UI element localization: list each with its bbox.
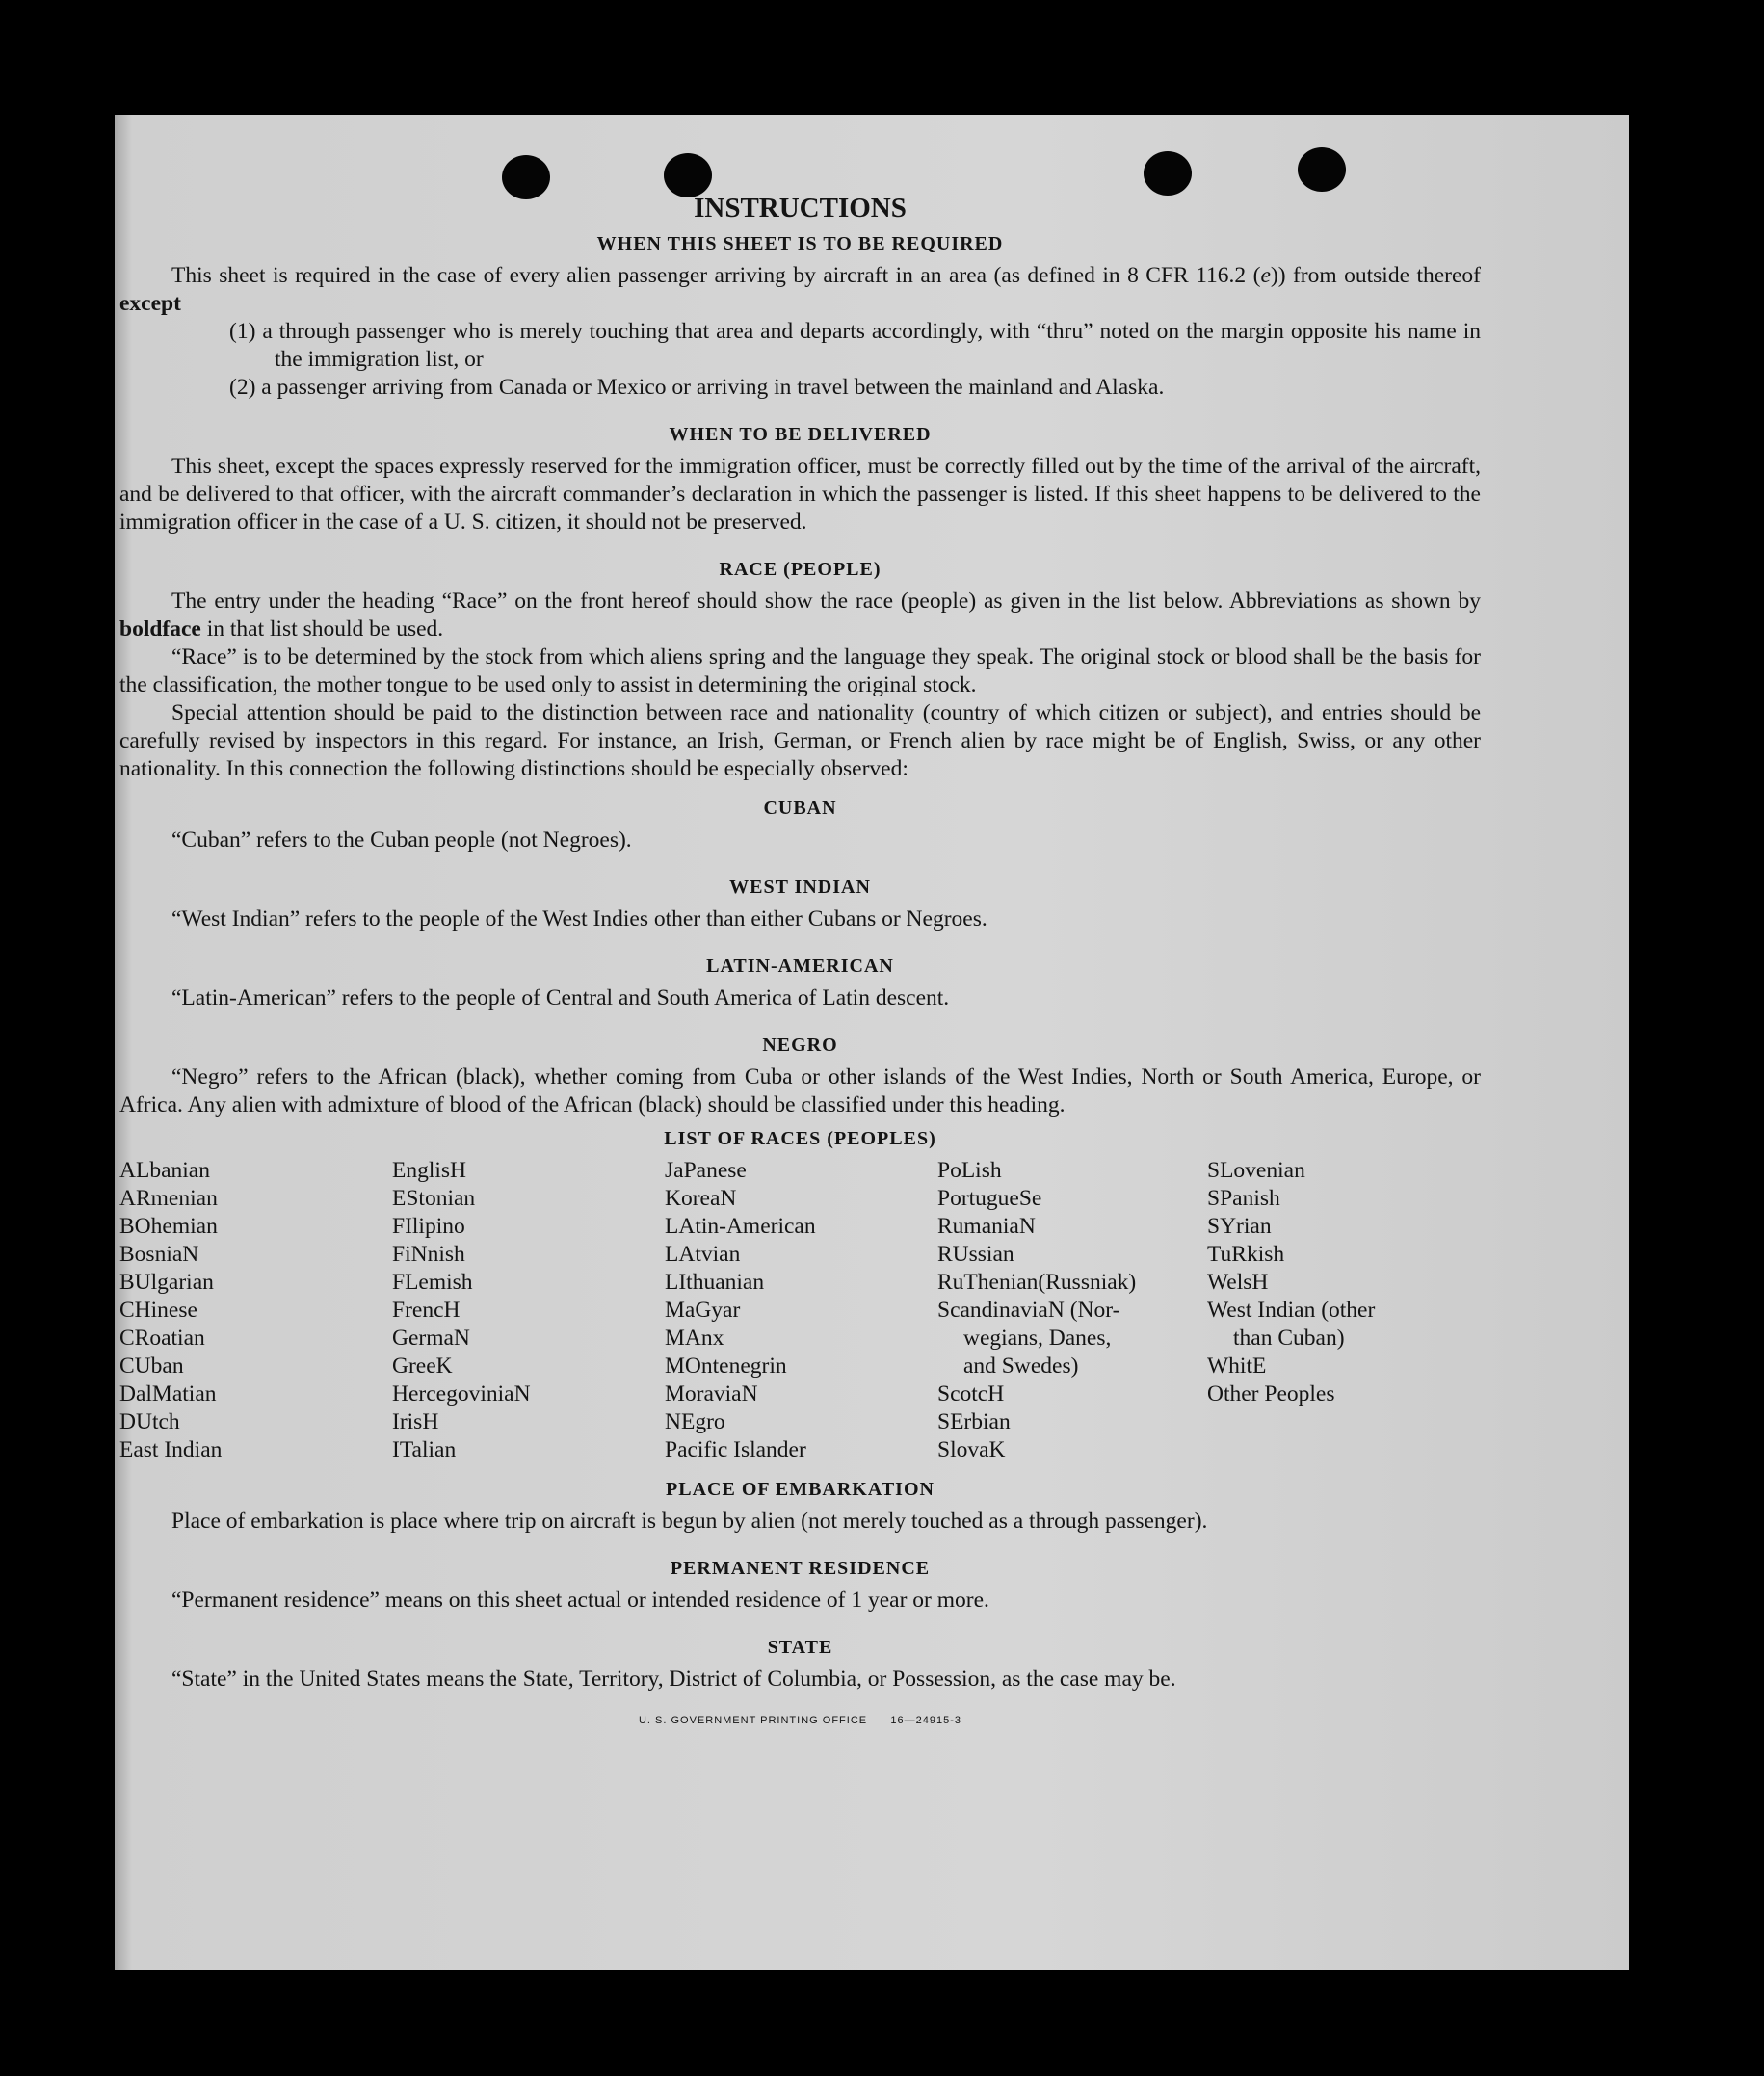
section-heading-required: WHEN THIS SHEET IS TO BE REQUIRED	[596, 233, 1004, 254]
section-heading-negro: NEGRO	[762, 1035, 838, 1056]
race-column-2	[392, 1157, 665, 1464]
latin-american-paragraph: “Latin-American” refers to the people of Central and South America of Latin descent.	[171, 985, 950, 1011]
punch-hole	[1144, 151, 1192, 196]
race-item: WelsH	[1207, 1270, 1269, 1295]
race-item: DUtch	[119, 1409, 180, 1434]
section-heading-delivered: WHEN TO BE DELIVERED	[669, 424, 932, 445]
race-item: EnglisH	[392, 1158, 467, 1183]
race-item: BosniaN	[119, 1242, 199, 1267]
race-item: ScotcH	[937, 1381, 1005, 1406]
race-paragraph-1: The entry under the heading “Race” on the front hereof should show the race (people) as given in the list below. Abbreviations as shown by boldface in that list should be used.	[119, 589, 1481, 642]
race-column-3	[665, 1157, 937, 1464]
required-paragraph: This sheet is required in the case of every alien passenger arriving by aircraft in an area (as defined in 8 CFR 116.2 (e)) from outside thereof except	[119, 263, 1481, 316]
race-item: JaPanese	[665, 1158, 747, 1183]
section-heading-residence: PERMANENT RESIDENCE	[670, 1558, 931, 1579]
race-column-4	[937, 1157, 1207, 1464]
race-item: RuThenian(Russniak)	[937, 1270, 1137, 1295]
race-item: MoraviaN	[665, 1381, 758, 1406]
race-item: FIlipino	[392, 1214, 465, 1239]
race-item: West Indian (other	[1207, 1298, 1376, 1323]
race-item: East Indian	[119, 1437, 223, 1462]
race-item: FiNnish	[392, 1242, 465, 1267]
section-heading-cuban: CUBAN	[763, 798, 837, 819]
west-indian-paragraph: “West Indian” refers to the people of the West Indies other than either Cubans or Negroes.	[171, 907, 987, 932]
state-paragraph: “State” in the United States means the State, Territory, District of Columbia, or Possession, as the case may be.	[171, 1667, 1176, 1692]
race-item: ITalian	[392, 1437, 457, 1462]
page-title: INSTRUCTIONS	[694, 193, 907, 223]
race-item: LAtvian	[665, 1242, 741, 1267]
race-column-5	[1207, 1157, 1481, 1464]
section-heading-state: STATE	[767, 1637, 833, 1658]
race-item: SlovaK	[937, 1437, 1006, 1462]
race-item: GermaN	[392, 1326, 470, 1351]
race-item: ARmenian	[119, 1186, 218, 1211]
race-item: BUlgarian	[119, 1270, 214, 1295]
residence-paragraph: “Permanent residence” means on this sheet actual or intended residence of 1 year or more.	[171, 1588, 989, 1613]
cuban-paragraph: “Cuban” refers to the Cuban people (not Negroes).	[171, 828, 632, 853]
embarkation-paragraph: Place of embarkation is place where trip on aircraft is begun by alien (not merely touched as a through passenger).	[171, 1509, 1208, 1534]
race-item: MaGyar	[665, 1298, 741, 1323]
race-item: Pacific Islander	[665, 1437, 806, 1462]
race-item: HercegoviniaN	[392, 1381, 531, 1406]
race-item: SYrian	[1207, 1214, 1272, 1239]
instructions-content	[119, 192, 1481, 1735]
race-item-continued: than Cuban)	[1233, 1326, 1345, 1351]
race-item: SLovenian	[1207, 1158, 1305, 1183]
race-item: SPanish	[1207, 1186, 1280, 1211]
exception-item-1: (1) a through passenger who is merely touching that area and departs accordingly, with “thru” noted on the margin opposite his name in the immigration list, or	[229, 319, 1481, 372]
race-item: ScandinaviaN (Nor-	[937, 1298, 1120, 1323]
race-item: LAtin-American	[665, 1214, 816, 1239]
exception-item-2: (2) a passenger arriving from Canada or Mexico or arriving in travel between the mainland and Alaska.	[229, 375, 1165, 400]
race-item: MAnx	[665, 1326, 724, 1351]
race-item: LIthuanian	[665, 1270, 765, 1295]
race-item: EStonian	[392, 1186, 476, 1211]
printer-imprint: U. S. GOVERNMENT PRINTING OFFICE 16—24915-3	[638, 1715, 962, 1726]
race-item: TuRkish	[1207, 1242, 1285, 1267]
delivered-paragraph: This sheet, except the spaces expressly reserved for the immigration officer, must be correctly filled out by the time of the arrival of the aircraft, and be delivered to that officer, with the aircraft commander’s declaration in which the passenger is listed. If this sheet happens to be delivered to the immigration officer in the case of a U. S. citizen, it should not be preserved.	[119, 454, 1481, 535]
race-item-continued: wegians, Danes,	[963, 1326, 1112, 1351]
race-item: KoreaN	[665, 1186, 737, 1211]
race-column-1	[119, 1157, 392, 1464]
section-heading-list-of-races: LIST OF RACES (PEOPLES)	[664, 1128, 936, 1149]
section-heading-west-indian: WEST INDIAN	[729, 877, 871, 898]
section-heading-race: RACE (PEOPLE)	[719, 559, 882, 580]
section-heading-embarkation: PLACE OF EMBARKATION	[666, 1479, 935, 1500]
race-item: RumaniaN	[937, 1214, 1036, 1239]
race-paragraph-3: Special attention should be paid to the distinction between race and nationality (country of which citizen or subject), and entries should be carefully revised by inspectors in this regard. For instance, an Irish, German, or French alien by race might be of English, Swiss, or any other nationality. In this connection the following distinctions should be especially observed:	[119, 700, 1481, 781]
section-heading-latin-american: LATIN-AMERICAN	[706, 956, 894, 977]
race-item: PortugueSe	[937, 1186, 1042, 1211]
race-item: ALbanian	[119, 1158, 210, 1183]
race-item: MOntenegrin	[665, 1353, 787, 1379]
punch-hole	[1298, 147, 1346, 192]
race-item: FLemish	[392, 1270, 473, 1295]
race-item: NEgro	[665, 1409, 725, 1434]
race-item: IrisH	[392, 1409, 439, 1434]
race-item: Other Peoples	[1207, 1381, 1335, 1406]
race-item: CUban	[119, 1353, 184, 1379]
race-item: DalMatian	[119, 1381, 217, 1406]
race-paragraph-2: “Race” is to be determined by the stock from which aliens spring and the language they speak. The original stock or blood shall be the basis for the classification, the mother tongue to be used only to assist in determining the original stock.	[119, 644, 1481, 697]
race-item: BOhemian	[119, 1214, 218, 1239]
document-page	[115, 115, 1629, 1970]
race-item: GreeK	[392, 1353, 453, 1379]
race-item-continued: and Swedes)	[963, 1353, 1079, 1379]
negro-paragraph: “Negro” refers to the African (black), whether coming from Cuba or other islands of the West Indies, North or South America, Europe, or Africa. Any alien with admixture of blood of the African (black) should be classified under this heading.	[119, 1064, 1481, 1117]
race-item: FrencH	[392, 1298, 461, 1323]
race-item: CHinese	[119, 1298, 197, 1323]
race-item: CRoatian	[119, 1326, 205, 1351]
race-item: RUssian	[937, 1242, 1014, 1267]
race-list	[119, 1157, 1481, 1464]
race-item: PoLish	[937, 1158, 1002, 1183]
race-item: WhitE	[1207, 1353, 1267, 1379]
race-item: SErbian	[937, 1409, 1011, 1434]
